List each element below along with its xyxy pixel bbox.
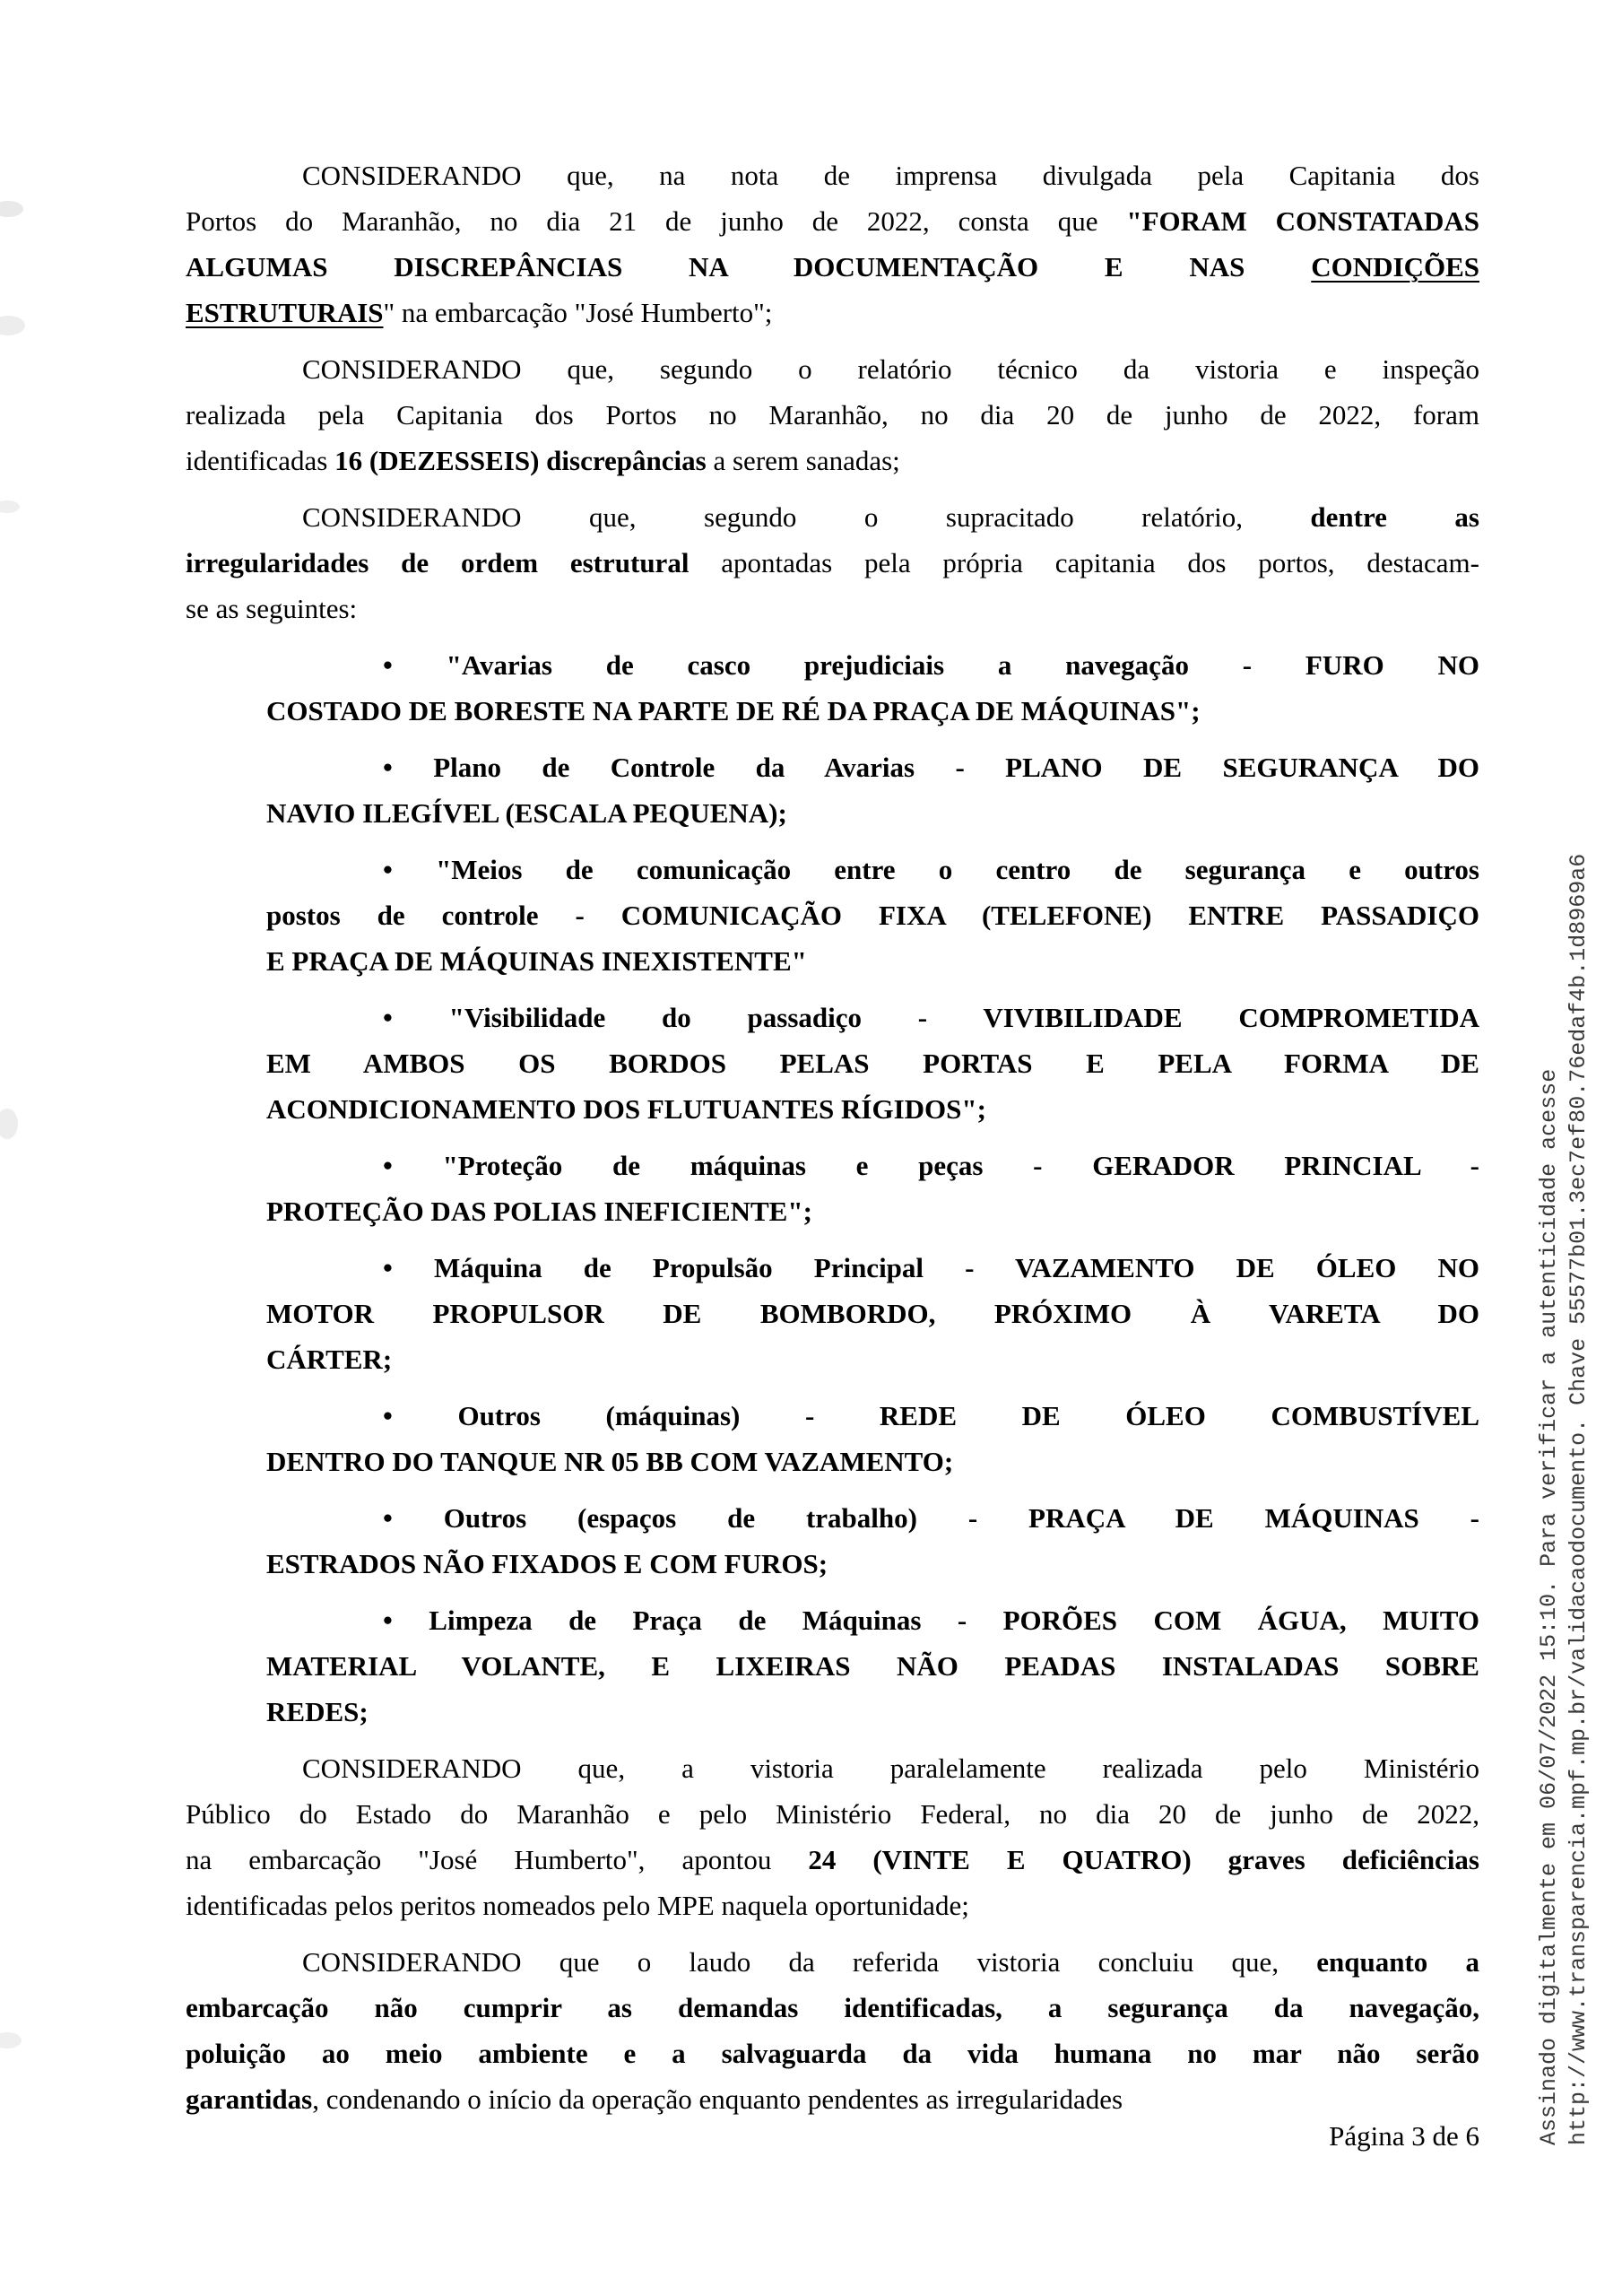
paragraph [186, 346, 1479, 483]
text-run: COSTADO DE BORESTE NA PARTE DE RÉ DA PRAÇA DE MÁQUINAS"; [266, 695, 1201, 726]
text-run: E PRAÇA DE MÁQUINAS INEXISTENTE" [266, 945, 807, 977]
bullet-item [266, 1143, 1479, 1234]
text-run: 16 (DEZESSEIS) discrepâncias [334, 445, 707, 476]
text-line [266, 1143, 1479, 1188]
text-line [266, 1188, 1479, 1234]
text-run: irregularidades de ordem estrutural [186, 547, 690, 578]
text-line [186, 2031, 1479, 2076]
text-line [266, 1541, 1479, 1587]
text-line [266, 642, 1479, 688]
text-run: CONDIÇÕES [1311, 251, 1479, 283]
digital-signature-stamp [1534, 782, 1593, 2145]
text-line [266, 744, 1479, 790]
text-run: ALGUMAS DISCREPÂNCIAS NA DOCUMENTAÇÃO E NAS [186, 251, 1312, 283]
paragraph [186, 152, 1479, 335]
text-run: MOTOR PROPULSOR DE BOMBORDO, PRÓXIMO À VARETA DO [266, 1298, 1479, 1329]
text-run: CONSIDERANDO que, segundo o relatório técnico da vistoria e inspeção [302, 353, 1479, 385]
text-line [186, 290, 1479, 335]
text-run: NAVIO ILEGÍVEL (ESCALA PEQUENA); [266, 797, 787, 829]
scan-artifact [0, 2032, 22, 2048]
text-run: ESTRADOS NÃO FIXADOS E COM FUROS; [266, 1548, 828, 1579]
document-body [186, 152, 1479, 2133]
text-run: EM AMBOS OS BORDOS PELAS PORTAS E PELA FORMA DE [266, 1048, 1479, 1079]
text-run: DENTRO DO TANQUE NR 05 BB COM VAZAMENTO; [266, 1446, 954, 1477]
bullet-marker: • [383, 1502, 444, 1534]
text-run: "Meios de comunicação entre o centro de segurança e outros [436, 854, 1479, 885]
text-line [266, 1336, 1479, 1382]
text-run: "Proteção de máquinas e peças - GERADOR PRINCIAL - [442, 1150, 1479, 1181]
text-line [266, 1291, 1479, 1336]
text-run: ACONDICIONAMENTO DOS FLUTUANTES RÍGIDOS"; [266, 1093, 986, 1125]
signature-stamp-line-1: Assinado digitalmente em 06/07/2022 15:10. Para verificar a autenticidade acesse [1536, 1068, 1562, 2145]
text-line [186, 494, 1479, 540]
text-run: 24 (VINTE E QUATRO) graves deficiências [808, 1844, 1479, 1875]
text-run: "Visibilidade do passadiço - VIVIBILIDADE COMPROMETIDA [448, 1002, 1479, 1033]
text-line [186, 1985, 1479, 2031]
text-run: Portos do Maranhão, no dia 21 de junho de 2022, consta que [186, 205, 1127, 237]
bullet-item [266, 995, 1479, 1132]
text-run: MATERIAL VOLANTE, E LIXEIRAS NÃO PEADAS INSTALADAS SOBRE [266, 1650, 1479, 1682]
text-line [266, 1086, 1479, 1132]
text-line [186, 1745, 1479, 1791]
bullet-marker: • [383, 649, 447, 681]
text-run: poluição ao meio ambiente e a salvaguarda da vida humana no mar não serão [186, 2038, 1479, 2069]
bullet-item [266, 642, 1479, 734]
bullet-marker: • [383, 1605, 429, 1636]
text-run: embarcação não cumprir as demandas identificadas, a segurança da navegação, [186, 1992, 1479, 2023]
text-line [186, 540, 1479, 586]
text-line [266, 790, 1479, 836]
text-line [266, 1597, 1479, 1643]
text-run: PROTEÇÃO DAS POLIAS INEFICIENTE"; [266, 1196, 812, 1227]
paragraph [186, 494, 1479, 631]
text-run: Plano de Controle da Avarias - PLANO DE SEGURANÇA DO [433, 752, 1479, 783]
text-run: se as seguintes: [186, 593, 358, 624]
bullet-marker: • [383, 1150, 443, 1181]
text-run: CONSIDERANDO que o laudo da referida vistoria concluiu que, [302, 1946, 1317, 1978]
text-line [186, 198, 1479, 244]
text-line [186, 1837, 1479, 1883]
text-line [266, 1393, 1479, 1439]
text-run: REDES; [266, 1696, 369, 1727]
bullet-marker: • [383, 1400, 458, 1431]
page-number: Página 3 de 6 [1329, 2120, 1479, 2152]
text-line [186, 1883, 1479, 1928]
bullet-item [266, 1393, 1479, 1484]
bullet-item [266, 744, 1479, 836]
text-run: Máquina de Propulsão Principal - VAZAMENTO DE ÓLEO NO [433, 1252, 1479, 1283]
text-line [186, 1939, 1479, 1985]
signature-stamp-line-2: http://www.transparencia.mpf.mp.br/validacaodocumento. Chave 55577b01.3ec7ef80.76edaf4b.1d8969a6 [1566, 853, 1592, 2145]
text-run: apontadas pela própria capitania dos portos, destacam- [689, 547, 1479, 578]
text-line [186, 2076, 1479, 2122]
bullet-marker: • [383, 1002, 449, 1033]
text-run: a serem sanadas; [706, 445, 900, 476]
text-line [186, 244, 1479, 290]
text-run: enquanto a [1316, 1946, 1480, 1978]
text-line [266, 892, 1479, 938]
text-line [186, 346, 1479, 392]
text-run: Limpeza de Praça de Máquinas - PORÕES COM ÁGUA, MUITO [429, 1605, 1480, 1636]
text-run: ESTRUTURAIS [186, 297, 384, 328]
text-line [186, 152, 1479, 198]
text-line [266, 938, 1479, 984]
text-run: CONSIDERANDO que, segundo o supracitado relatório, [302, 501, 1311, 533]
text-run: "FORAM CONSTATADAS [1126, 205, 1479, 237]
text-run: CÁRTER; [266, 1344, 393, 1375]
text-run: Outros (máquinas) - REDE DE ÓLEO COMBUSTÍVEL [457, 1400, 1479, 1431]
scan-artifact [0, 1109, 18, 1139]
text-run: Público do Estado do Maranhão e pelo Ministério Federal, no dia 20 de junho de 2022, [186, 1798, 1479, 1830]
text-line [186, 392, 1479, 438]
text-line [266, 995, 1479, 1040]
text-line [266, 847, 1479, 892]
bullet-marker: • [383, 854, 437, 885]
text-run: Outros (espaços de trabalho) - PRAÇA DE MÁQUINAS - [443, 1502, 1479, 1534]
text-run: " na embarcação "José Humberto"; [383, 297, 773, 328]
bullet-marker: • [383, 1252, 434, 1283]
text-run: identificadas [186, 445, 335, 476]
text-run: dentre as [1310, 501, 1479, 533]
text-run: , condenando o início da operação enquanto pendentes as irregularidades [312, 2083, 1123, 2115]
text-run: "Avarias de casco prejudiciais a navegação - FURO NO [446, 649, 1480, 681]
bullet-marker: • [383, 752, 434, 783]
text-line [266, 1689, 1479, 1735]
text-run: CONSIDERANDO que, na nota de imprensa divulgada pela Capitania dos [302, 160, 1479, 191]
text-line [266, 1439, 1479, 1484]
text-run: na embarcação "José Humberto", apontou [186, 1844, 809, 1875]
text-run: identificadas pelos peritos nomeados pelo MPE naquela oportunidade; [186, 1890, 969, 1921]
paragraph [186, 1745, 1479, 1928]
bullet-item [266, 1495, 1479, 1587]
text-line [266, 1040, 1479, 1086]
scan-artifact [0, 201, 23, 217]
text-line [266, 1245, 1479, 1291]
bullet-item [266, 847, 1479, 984]
text-line [266, 1643, 1479, 1689]
text-run: postos de controle - COMUNICAÇÃO FIXA (TELEFONE) ENTRE PASSADIÇO [266, 900, 1479, 931]
text-line [186, 438, 1479, 483]
scan-artifact [0, 316, 25, 335]
text-run: garantidas [186, 2083, 313, 2115]
text-run: CONSIDERANDO que, a vistoria paralelamente realizada pelo Ministério [302, 1752, 1479, 1784]
text-line [186, 1791, 1479, 1837]
bullet-item [266, 1245, 1479, 1382]
scan-artifact [0, 500, 20, 513]
text-line [186, 586, 1479, 631]
text-run: realizada pela Capitania dos Portos no Maranhão, no dia 20 de junho de 2022, foram [186, 399, 1479, 430]
bullet-item [266, 1597, 1479, 1735]
text-line [266, 688, 1479, 734]
paragraph [186, 1939, 1479, 2122]
text-line [266, 1495, 1479, 1541]
